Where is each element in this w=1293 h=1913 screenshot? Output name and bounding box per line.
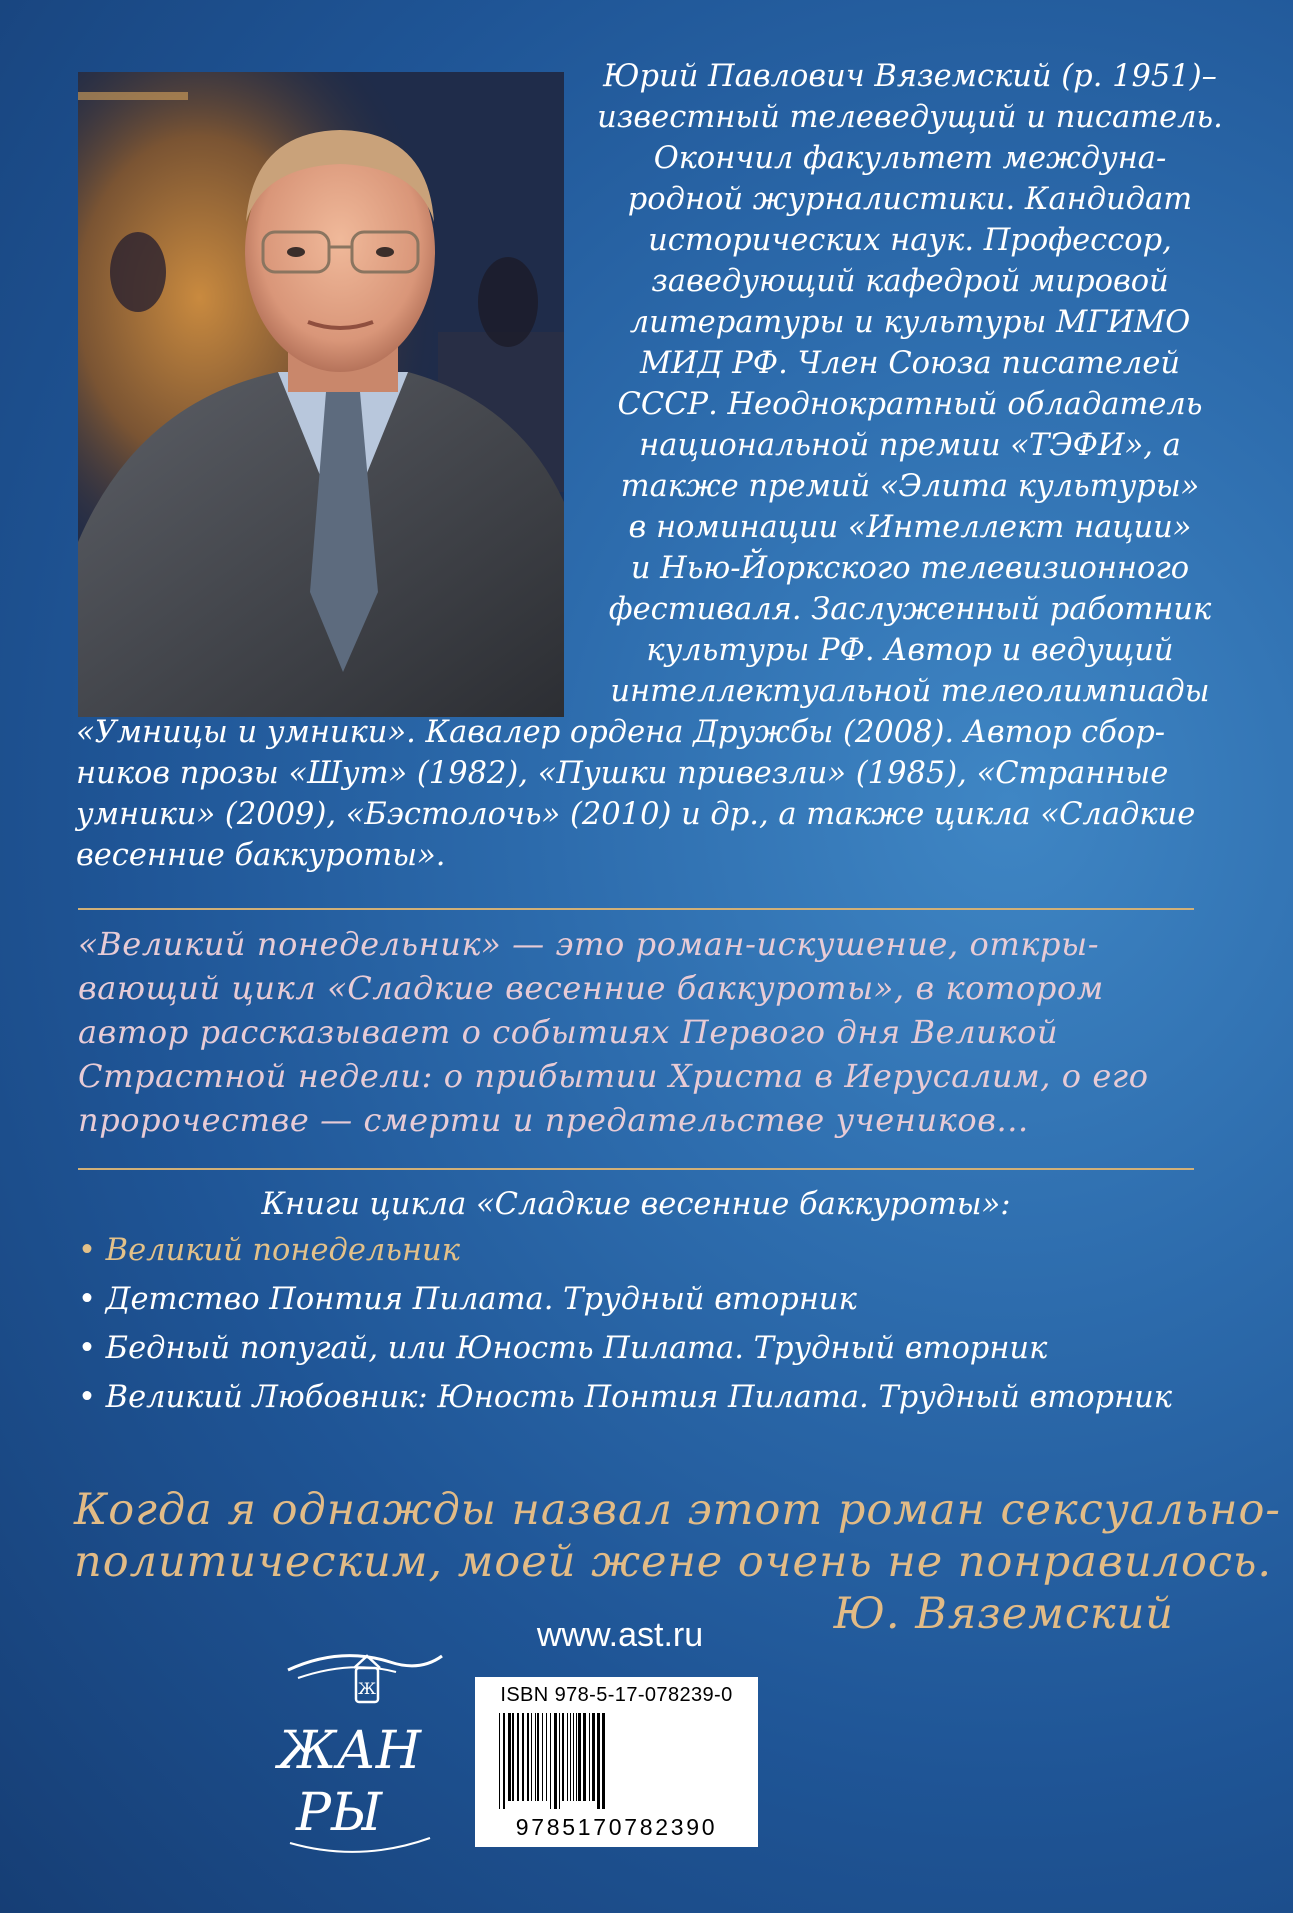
bio-line: «Умницы и умники». Кавалер ордена Дружбы (2008). Автор сбор- bbox=[76, 715, 1166, 750]
bio-line: литературы и культуры МГИМО bbox=[629, 305, 1191, 340]
description-line: «Великий понедельник» — это роман-искушение, откры- bbox=[78, 925, 1100, 963]
bio-line: весенние баккуроты». bbox=[76, 838, 446, 873]
zhanry-logo bbox=[270, 1638, 450, 1868]
bio-line: МИД РФ. Член Союза писателей bbox=[639, 346, 1181, 381]
description-line: автор рассказывает о событиях Первого дня Великой bbox=[78, 1013, 1059, 1051]
series-item: • Бедный попугай, или Юность Пилата. Трудный вторник bbox=[78, 1331, 1048, 1366]
bio-line: исторических наук. Профессор, bbox=[648, 223, 1172, 258]
bio-line: умники» (2009), «Бэстолочь» (2010) и др., а также цикла «Сладкие bbox=[76, 797, 1196, 832]
quote-signature: Ю. Вяземский bbox=[833, 1589, 1174, 1639]
bio-line: родной журналистики. Кандидат bbox=[627, 182, 1193, 217]
bio-line: Окончил факультет междуна- bbox=[653, 141, 1167, 176]
description-line: пророчестве — смерти и предательстве учеников... bbox=[78, 1101, 1029, 1139]
barcode-bar bbox=[517, 1713, 519, 1801]
barcode-bar bbox=[592, 1713, 595, 1801]
series-item: • Великий Любовник: Юность Понтия Пилата. Трудный вторник bbox=[78, 1380, 1173, 1415]
series-item: • Великий понедельник bbox=[78, 1233, 460, 1268]
barcode-bar bbox=[597, 1713, 600, 1809]
divider-top bbox=[78, 908, 1194, 910]
barcode-bar bbox=[535, 1713, 536, 1801]
barcode-bar bbox=[508, 1713, 511, 1801]
isbn-text: ISBN 978-5-17-078239-0 bbox=[500, 1684, 733, 1706]
barcode-bar bbox=[567, 1713, 568, 1801]
barcode-bar bbox=[602, 1713, 605, 1809]
barcode-bar bbox=[522, 1713, 524, 1801]
bio-line: интеллектуальной телеолимпиады bbox=[610, 674, 1210, 709]
description-line: Страстной недели: о прибытии Христа в Иерусалим, о его bbox=[78, 1057, 1149, 1095]
barcode-bar bbox=[583, 1713, 586, 1801]
barcode-bar bbox=[550, 1713, 551, 1809]
barcode-bar bbox=[578, 1713, 581, 1801]
barcode-bar bbox=[537, 1713, 539, 1801]
svg-text:Ж: Ж bbox=[358, 1679, 376, 1698]
bio-line: национальной премии «ТЭФИ», а bbox=[639, 428, 1181, 463]
barcode-digits: 9785170782390 bbox=[515, 1814, 718, 1840]
bio-line: культуры РФ. Автор и ведущий bbox=[646, 633, 1174, 668]
author-biography bbox=[76, 56, 1223, 876]
barcode-bar bbox=[542, 1713, 543, 1801]
bio-line: фестиваля. Заслуженный работник bbox=[608, 592, 1212, 627]
bio-line: в номинации «Интеллект нации» bbox=[628, 510, 1192, 545]
barcode-bar bbox=[589, 1713, 590, 1801]
divider-bottom bbox=[78, 1168, 1194, 1170]
barcode-bars bbox=[497, 1713, 737, 1809]
barcode-bar bbox=[559, 1713, 560, 1809]
bio-line: Юрий Павлович Вяземский (р. 1951)– bbox=[603, 59, 1217, 94]
svg-text:РЫ: РЫ bbox=[296, 1783, 383, 1843]
barcode-bar bbox=[546, 1713, 547, 1801]
barcode-bar bbox=[570, 1713, 571, 1801]
bio-line: СССР. Неоднократный обладатель bbox=[617, 387, 1203, 422]
quote-line: политическим, моей жене очень не понравилось. bbox=[74, 1537, 1273, 1587]
isbn-barcode bbox=[475, 1677, 758, 1847]
bio-line: и Нью-Йоркского телевизионного bbox=[630, 551, 1190, 586]
series-item: • Детство Понтия Пилата. Трудный вторник bbox=[78, 1282, 857, 1317]
barcode-bar bbox=[499, 1713, 500, 1809]
svg-text:ЖАН: ЖАН bbox=[278, 1721, 422, 1781]
publisher-url[interactable]: www.ast.ru bbox=[536, 1616, 704, 1654]
bio-line: заведующий кафедрой мировой bbox=[651, 264, 1169, 299]
barcode-bar bbox=[573, 1713, 574, 1801]
series-list bbox=[78, 1184, 1194, 1426]
quote-line: Когда я однажды назвал этот роман сексуально- bbox=[74, 1485, 1281, 1535]
barcode-bar bbox=[512, 1713, 514, 1801]
barcode-bar bbox=[554, 1713, 557, 1809]
barcode-bar bbox=[531, 1713, 532, 1801]
barcode-bar bbox=[527, 1713, 529, 1801]
barcode-bar bbox=[576, 1713, 577, 1801]
book-description bbox=[78, 922, 1194, 1142]
barcode-bar bbox=[503, 1713, 505, 1809]
bio-line: известный телеведущий и писатель. bbox=[597, 100, 1223, 135]
bio-line: также премий «Элита культуры» bbox=[620, 469, 1200, 504]
description-line: вающий цикл «Сладкие весенние баккуроты», в котором bbox=[78, 969, 1104, 1007]
bio-line: ников прозы «Шут» (1982), «Пушки привезли» (1985), «Странные bbox=[76, 756, 1169, 791]
series-title: Книги цикла «Сладкие весенние баккуроты»: bbox=[261, 1187, 1011, 1222]
barcode-bar bbox=[562, 1713, 564, 1801]
